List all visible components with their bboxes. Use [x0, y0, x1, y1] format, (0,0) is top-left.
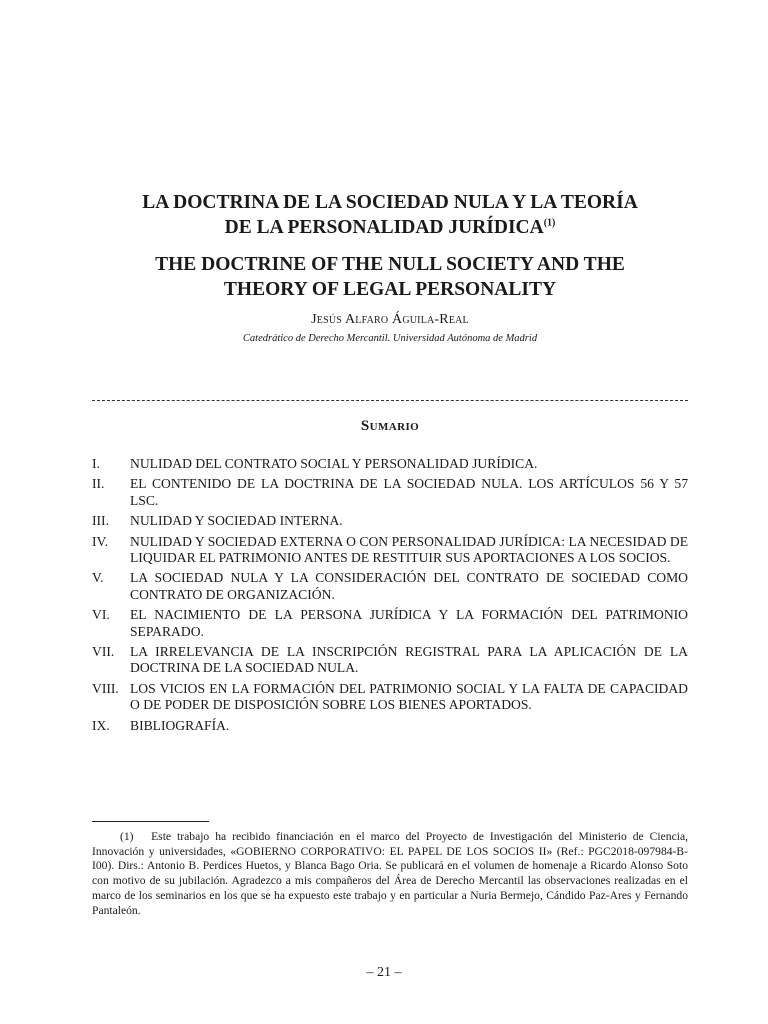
summary-item — [92, 456, 688, 472]
summary-item — [92, 681, 688, 714]
author-affiliation: Catedrático de Derecho Mercantil. Universidad Autónoma de Madrid — [242, 333, 538, 344]
summary-item-number: VIII. — [92, 680, 119, 696]
title-spanish-line1: LA DOCTRINA DE LA SOCIEDAD NULA Y LA TEORÍA — [142, 192, 638, 213]
summary-item-number: IX. — [92, 717, 110, 733]
summary-item — [92, 534, 688, 567]
summary-item-number: II. — [92, 476, 105, 492]
summary-item-text: NULIDAD DEL CONTRATO SOCIAL Y PERSONALIDAD JURÍDICA. — [130, 456, 538, 471]
summary-item-text: NULIDAD Y SOCIEDAD EXTERNA O CON PERSONALIDAD JURÍDICA: LA NECESIDAD DE LIQUIDAR EL PATRIMONIO ANTES DE RESTITUIR SUS APORTACIONES A LOS SOCIOS. — [130, 533, 688, 566]
summary-item-number: I. — [92, 456, 100, 471]
footnote-separator — [92, 821, 209, 822]
summary-item-number: VI. — [92, 607, 110, 623]
summary-list — [92, 456, 688, 738]
summary-item-number: VII. — [92, 644, 115, 660]
summary-item — [92, 644, 688, 677]
author-name: Jesús Alfaro Águila-Real — [311, 312, 469, 327]
title-spanish — [92, 190, 688, 240]
summary-item-number: III. — [92, 513, 109, 529]
summary-item-text: EL NACIMIENTO DE LA PERSONA JURÍDICA Y LA FORMACIÓN DEL PATRIMONIO SEPARADO. — [130, 607, 688, 639]
title-block — [92, 190, 688, 346]
summary-item — [92, 513, 688, 529]
title-english — [92, 252, 688, 302]
footnote-reference[interactable]: (1) — [543, 217, 556, 229]
summary-item — [92, 476, 688, 509]
summary-item — [92, 718, 688, 734]
title-english-line1: THE DOCTRINE OF THE NULL SOCIETY AND THE — [155, 254, 625, 275]
page-number: – 21 – — [366, 965, 402, 980]
summary-heading: Sumario — [360, 418, 420, 434]
summary-item-text: NULIDAD Y SOCIEDAD INTERNA. — [130, 513, 343, 529]
summary-item-text: BIBLIOGRAFÍA. — [130, 717, 230, 733]
summary-item-text: LOS VICIOS EN LA FORMACIÓN DEL PATRIMONIO SOCIAL Y LA FALTA DE CAPACIDAD O DE PODER DE DISPOSICIÓN SOBRE LOS BIENES APORTADOS. — [130, 680, 688, 713]
dashed-divider — [92, 400, 688, 403]
summary-item-text: LA IRRELEVANCIA DE LA INSCRIPCIÓN REGISTRAL PARA LA APLICACIÓN DE LA DOCTRINA DE LA SOCIEDAD NULA. — [130, 644, 688, 676]
summary-item-number: V. — [92, 570, 104, 586]
summary-item — [92, 570, 688, 603]
summary-item-text: EL CONTENIDO DE LA DOCTRINA DE LA SOCIEDAD NULA. LOS ARTÍCULOS 56 Y 57 LSC. — [130, 476, 688, 508]
footnote-text: (1) Este trabajo ha recibido financiación en el marco del Proyecto de Investigación del Ministerio de Ciencia, Innovación y universidades, «GOBIERNO CORPORATIVO: EL PAPEL DE LOS SOCIOS II» (Ref.: PGC2018-097984-B-I00). Dirs.: Antonio B. Perdices Huetos, y Blanca Bago Oria. Se publicará en el volumen de homenaje a Ricardo Alonso Soto con motivo de su jubilación. Agradezco a mis compañeros del Área de Derecho Mercantil las observaciones realizadas en el marco de los seminarios en los que se ha expuesto este trabajo y en particular a Nuria Bermejo, Cándido Paz-Ares y Fernando Pantaleón. — [92, 830, 688, 917]
title-english-line2: THEORY OF LEGAL PERSONALITY — [223, 279, 557, 300]
summary-item-text: LA SOCIEDAD NULA Y LA CONSIDERACIÓN DEL CONTRATO DE SOCIEDAD COMO CONTRATO DE ORGANIZACIÓN. — [130, 570, 688, 602]
title-spanish-line2: DE LA PERSONALIDAD JURÍDICA — [224, 217, 544, 238]
summary-item — [92, 607, 688, 640]
summary-item-number: IV. — [92, 533, 108, 549]
